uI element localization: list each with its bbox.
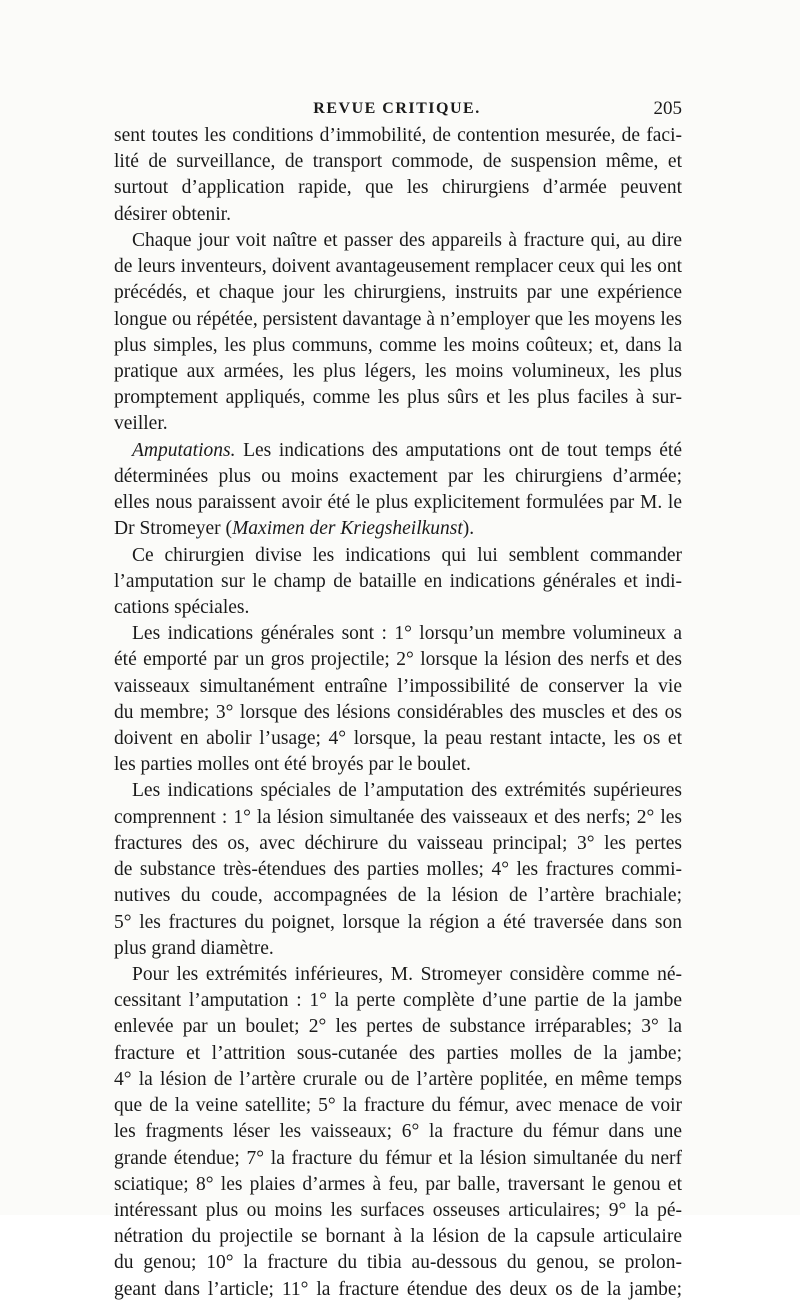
text-line: les fragments léser les vaisseaux; 6° la fracture du fémur dans une [114, 1121, 682, 1143]
page-header [112, 96, 682, 122]
text-line: comprennent : 1° la lésion simultanée des vaisseaux et des nerfs; 2° les [114, 806, 682, 828]
text-line: lité de surveillance, de transport commode, de suspension même, et [114, 151, 682, 173]
text-line: de substance très-étendues des parties molles; 4° les fractures commi- [114, 859, 682, 881]
text-line [114, 516, 682, 542]
text-line: vaisseaux simultanément entraîne l’impossibilité de conserver la vie [114, 675, 682, 697]
text-line: les parties molles ont été broyés par le boulet. [114, 754, 471, 776]
text-line: fracture et l’attrition sous-cutanée des parties molles de la jambe; [114, 1042, 682, 1064]
running-title: REVUE CRITIQUE. [313, 100, 481, 117]
text-line: du genou; 10° la fracture du tibia au-dessous du genou, se prolon- [114, 1252, 682, 1274]
text-line: nétration du projectile se bornant à la lésion de la capsule articulaire [114, 1226, 682, 1248]
text-line: sent toutes les conditions d’immobilité, de contention mesurée, de faci- [114, 125, 682, 146]
text-line: surtout d’application rapide, que les chirurgiens d’armée peuvent [114, 177, 682, 199]
text-line: Chaque jour voit naître et passer des appareils à fracture qui, au dire [132, 229, 682, 251]
text-line: intéressant plus ou moins les surfaces osseuses articulaires; 9° la pé- [114, 1199, 682, 1221]
text-line: Pour les extrémités inférieures, M. Stromeyer considère comme né- [132, 964, 682, 985]
text-line: cessitant l’amputation : 1° la perte complète d’une partie de la jambe [114, 990, 682, 1012]
text-line: plus simples, les plus communs, comme les moins coûteux; et, dans la [114, 334, 682, 356]
text-line: fractures des os, avec déchirure du vaisseau principal; 3° les pertes [114, 832, 682, 854]
text-segment: Dr Stromeyer ( [114, 518, 233, 540]
text-line: sciatique; 8° les plaies d’armes à feu, par balle, traversant le genou et [114, 1173, 682, 1195]
text-line: cations spéciales. [114, 596, 250, 618]
text-line: enlevée par un boulet; 2° les pertes de substance irréparables; 3° la [114, 1016, 682, 1038]
text-line: 4° la lésion de l’artère crurale ou de l’artère poplitée, en même temps [114, 1068, 682, 1090]
text-line: l’amputation sur le champ de bataille en indications générales et indi- [114, 570, 682, 592]
text-line: doivent en abolir l’usage; 4° lorsque, la peau restant intacte, les os et [114, 728, 682, 750]
text-line: du membre; 3° lorsque des lésions considérables des muscles et des os [114, 701, 682, 723]
text-line: été emporté par un gros projectile; 2° lorsque la lésion des nerfs et des [114, 649, 682, 671]
text-line: déterminées plus ou moins exactement par les chirurgiens d’armée; [114, 465, 682, 487]
text-line: que de la veine satellite; 5° la fracture du fémur, avec menace de voir [114, 1095, 682, 1117]
text-line: elles nous paraissent avoir été le plus explicitement formulées par M. le [114, 492, 682, 514]
text-line: désirer obtenir. [114, 203, 231, 225]
text-line: Les indications générales sont : 1° lorsqu’un membre volumineux a [132, 623, 682, 645]
text-line: nutives du coude, accompagnées de la lésion de l’artère brachiale; [114, 885, 682, 907]
body-text [114, 123, 682, 1303]
text-line: précédés, et chaque jour les chirurgiens, instruits par une expérience [114, 282, 682, 304]
text-line: veiller. [114, 413, 168, 435]
text-line: promptement appliqués, comme les plus sûrs et les plus faciles à sur- [114, 387, 682, 409]
italic-text: Maximen der Kriegsheilkunst [232, 518, 463, 540]
text-line [114, 438, 682, 464]
text-line: de leurs inventeurs, doivent avantageusement remplacer ceux qui les ont [114, 256, 682, 278]
page-number: 205 [653, 98, 682, 119]
text-line: pratique aux armées, les plus légers, les moins volumineux, les plus [114, 360, 682, 382]
text-segment: ). [462, 518, 475, 540]
text-line: plus grand diamètre. [114, 937, 274, 959]
text-line: Ce chirurgien divise les indications qui lui semblent commander [132, 544, 682, 566]
italic-text: Amputations. [132, 439, 236, 461]
text-line: grande étendue; 7° la fracture du fémur et la lésion simultanée du nerf [114, 1147, 682, 1169]
text-line: longue ou répétée, persistent davantage à n’employer que les moyens les [114, 308, 682, 330]
text-line: 5° les fractures du poignet, lorsque la région a été traversée dans son [114, 911, 682, 933]
text-line: Les indications spéciales de l’amputation des extrémités supérieures [132, 780, 682, 802]
text-line: geant dans l’article; 11° la fracture étendue des deux os de la jambe; [114, 1278, 682, 1300]
text-segment: Les indications des amputations ont de tout temps été [235, 439, 682, 461]
